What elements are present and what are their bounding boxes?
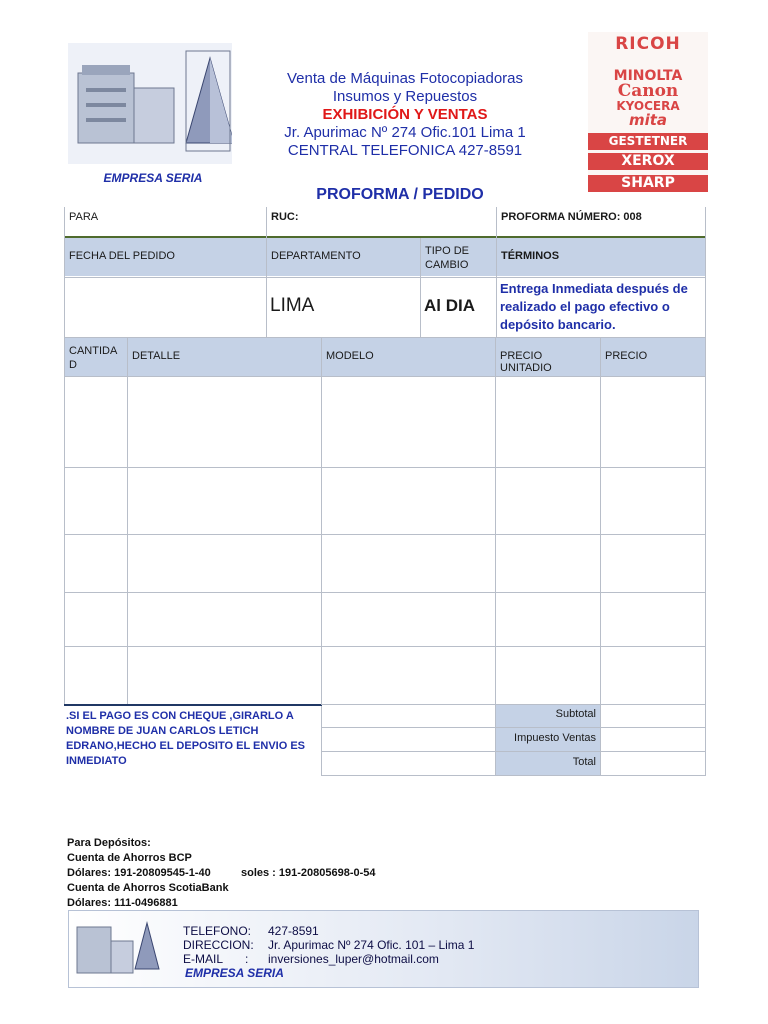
proforma-number: PROFORMA NÚMERO: 008 bbox=[501, 211, 642, 223]
total-value[interactable] bbox=[600, 751, 705, 775]
ruc-label: RUC: bbox=[271, 211, 299, 223]
grid-line bbox=[64, 277, 706, 278]
grid-line bbox=[64, 376, 706, 377]
departamento-label: DEPARTAMENTO bbox=[271, 250, 361, 262]
bcp-soles: soles : 191-20805698-0-54 bbox=[241, 867, 376, 879]
para-label: PARA bbox=[69, 211, 99, 223]
header-line-2: Insumos y Repuestos bbox=[332, 88, 478, 105]
bcp-account-label: Cuenta de Ahorros BCP bbox=[67, 852, 192, 864]
contact-company: EMPRESA SERIA bbox=[185, 966, 284, 980]
brand-logos bbox=[588, 32, 708, 192]
brand-xerox: XEROX bbox=[588, 153, 708, 170]
col-detalle: DETALLE bbox=[132, 350, 181, 362]
header-line-3: EXHIBICIÓN Y VENTAS bbox=[322, 106, 488, 123]
company-name: EMPRESA SERIA bbox=[103, 171, 203, 185]
form-title: PROFORMA / PEDIDO bbox=[316, 186, 484, 203]
brand-gestetner: GESTETNER bbox=[588, 133, 708, 150]
scotia-account-label: Cuenta de Ahorros ScotiaBank bbox=[67, 882, 229, 894]
impuesto-value[interactable] bbox=[600, 727, 705, 751]
header-line-1: Venta de Máquinas Fotocopiadoras bbox=[287, 70, 523, 87]
payment-note: .SI EL PAGO ES CON CHEQUE ,GIRARLO A NOMBRE DE JUAN CARLOS LETICH EDRANO,HECHO EL DEPOSITO EL ENVIO ES INMEDIATO bbox=[66, 710, 305, 767]
fecha-label: FECHA DEL PEDIDO bbox=[69, 250, 175, 262]
table-row[interactable] bbox=[64, 592, 705, 646]
table-row[interactable] bbox=[64, 377, 705, 467]
subtotal-value[interactable] bbox=[600, 704, 705, 727]
col-cantidad: CANTIDA D bbox=[69, 345, 117, 371]
grid-line bbox=[321, 727, 706, 728]
grid-line bbox=[496, 207, 497, 337]
subtotal-label: Subtotal bbox=[555, 708, 596, 720]
grid-line bbox=[495, 338, 496, 776]
grid-line bbox=[321, 751, 706, 752]
grid-line bbox=[321, 775, 706, 776]
brand-kyocera: KYOCERA bbox=[616, 99, 680, 113]
bcp-dolares: Dólares: 191-20809545-1-40 bbox=[67, 867, 211, 879]
terminos-label: TÉRMINOS bbox=[501, 250, 560, 262]
brand-minolta: MINOLTA bbox=[613, 68, 683, 84]
telefono-label: TELEFONO: bbox=[183, 924, 252, 938]
terminos-value: Entrega Inmediata después de realizado el pago efectivo o depósito bancario. bbox=[500, 281, 688, 332]
payment-note-top-line bbox=[64, 704, 322, 706]
total-label: Total bbox=[572, 756, 596, 768]
grid-line bbox=[321, 704, 706, 705]
header-line-4: Jr. Apurimac Nº 274 Ofic.101 Lima 1 bbox=[284, 124, 526, 141]
grid-line bbox=[705, 207, 706, 776]
tipo-cambio-label: TIPO DE CAMBIO bbox=[425, 245, 470, 271]
col-modelo: MODELO bbox=[326, 350, 374, 362]
col-precio-unitario: PRECIO UNITADIO bbox=[500, 350, 552, 374]
fecha-value[interactable] bbox=[64, 277, 266, 337]
grid-line bbox=[321, 338, 322, 776]
table-row[interactable] bbox=[64, 646, 705, 704]
brand-mita: mita bbox=[628, 111, 668, 129]
brand-sharp: SHARP bbox=[588, 175, 708, 192]
company-logo bbox=[68, 43, 232, 164]
grid-line bbox=[64, 338, 65, 705]
departamento-value: LIMA bbox=[270, 295, 315, 316]
grid-line bbox=[127, 338, 128, 705]
grid-line bbox=[64, 592, 706, 593]
col-precio: PRECIO bbox=[605, 350, 648, 362]
copier-image bbox=[71, 915, 161, 983]
header-line-5: CENTRAL TELEFONICA 427-8591 bbox=[287, 142, 523, 159]
grid-line bbox=[64, 646, 706, 647]
grid-line bbox=[64, 534, 706, 535]
brand-ricoh: RICOH bbox=[615, 34, 681, 54]
grid-line bbox=[420, 238, 421, 337]
contact-box bbox=[68, 910, 699, 988]
impuesto-label: Impuesto Ventas bbox=[514, 732, 596, 744]
deposits-title: Para Depósitos: bbox=[67, 837, 151, 849]
grid-line bbox=[64, 207, 65, 337]
scotia-dolares: Dólares: 111-0496881 bbox=[67, 897, 178, 909]
table-row[interactable] bbox=[64, 534, 705, 592]
tipo-cambio-value: Al DIA bbox=[424, 296, 475, 315]
table-row[interactable] bbox=[64, 467, 705, 534]
direccion-value: Jr. Apurimac Nº 274 Ofic. 101 – Lima 1 bbox=[268, 938, 475, 952]
brand-canon: Canon bbox=[617, 81, 679, 101]
grid-line bbox=[600, 338, 601, 776]
direccion-label: DIRECCION: bbox=[183, 938, 254, 952]
grid-line bbox=[64, 337, 706, 338]
telefono-value: 427-8591 bbox=[268, 924, 319, 938]
grid-line bbox=[64, 467, 706, 468]
email-label: E-MAIL bbox=[183, 952, 224, 966]
email-separator: : bbox=[245, 952, 249, 966]
email-value[interactable]: inversiones_luper@hotmail.com bbox=[268, 952, 439, 966]
grid-line bbox=[266, 207, 267, 337]
